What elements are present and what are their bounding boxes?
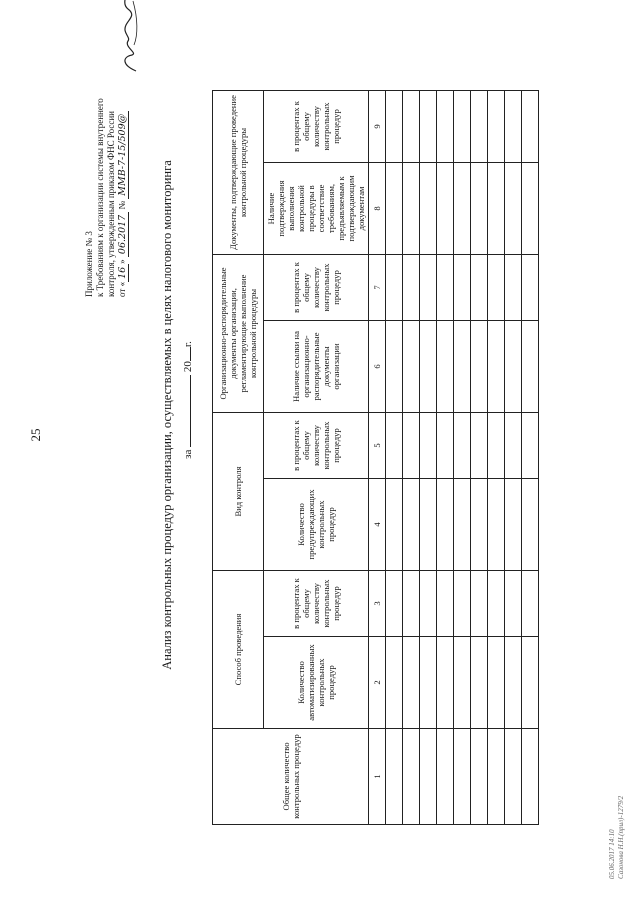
order-number-prefix: № bbox=[117, 200, 127, 210]
reporting-period bbox=[180, 250, 194, 550]
table-cell bbox=[522, 90, 539, 162]
table-cell bbox=[471, 90, 488, 162]
table-cell bbox=[454, 162, 471, 254]
print-stamp bbox=[608, 679, 626, 879]
header-total-procedures: Общее количество контрольных процедур bbox=[213, 729, 369, 825]
table-cell bbox=[454, 571, 471, 637]
handwritten-signature bbox=[118, 0, 142, 75]
table-cell bbox=[420, 162, 437, 254]
table-cell bbox=[420, 90, 437, 162]
table-cell bbox=[488, 571, 505, 637]
appendix-line-3: контроля, утвержденным приказом ФНС России bbox=[106, 111, 116, 297]
header-confirmation-percent: в процентах к общему количеству контрольных процедур bbox=[264, 90, 369, 162]
table-cell bbox=[403, 412, 420, 478]
date-month-year-handwritten: 06.2017 bbox=[117, 212, 129, 257]
header-org-doc-reference: Наличие ссылки на организационно-распорядительные документы организации bbox=[264, 320, 369, 412]
page-number: 25 bbox=[28, 428, 43, 442]
table-cell bbox=[522, 729, 539, 825]
table-cell bbox=[420, 479, 437, 571]
header-control-type: Вид контроля bbox=[213, 412, 264, 570]
table-header-row-2 bbox=[264, 90, 369, 824]
table-cell bbox=[420, 412, 437, 478]
column-number: 8 bbox=[369, 162, 386, 254]
appendix-line-1: Приложение № 3 bbox=[84, 231, 94, 297]
table-cell bbox=[403, 729, 420, 825]
table-cell bbox=[488, 254, 505, 320]
appendix-line-2: к Требованиям к организации системы внутреннего bbox=[95, 98, 105, 297]
table-row bbox=[403, 90, 420, 824]
header-automated-percent: в процентах к общему количеству контрольных процедур bbox=[264, 571, 369, 637]
header-preventive-percent: в процентах к общему количеству контрольных процедур bbox=[264, 412, 369, 478]
column-number: 5 bbox=[369, 412, 386, 478]
table-cell bbox=[471, 254, 488, 320]
table-cell bbox=[471, 729, 488, 825]
table-cell bbox=[386, 320, 403, 412]
header-confirming-documents: Документы, подтверждающие проведение контрольной процедуры bbox=[213, 90, 264, 254]
table-row bbox=[454, 90, 471, 824]
table-row bbox=[505, 90, 522, 824]
table-cell bbox=[522, 637, 539, 729]
table-cell bbox=[403, 254, 420, 320]
table-cell bbox=[505, 254, 522, 320]
period-year-blank bbox=[180, 347, 191, 361]
table-cell bbox=[386, 162, 403, 254]
table-cell bbox=[403, 90, 420, 162]
period-blank bbox=[180, 375, 191, 447]
table-cell bbox=[522, 412, 539, 478]
table-cell bbox=[437, 254, 454, 320]
column-numbers-row bbox=[369, 90, 386, 824]
table-cell bbox=[437, 729, 454, 825]
table-cell bbox=[437, 90, 454, 162]
table-cell bbox=[522, 254, 539, 320]
table-cell bbox=[522, 479, 539, 571]
table-cell bbox=[522, 162, 539, 254]
table-cell bbox=[437, 637, 454, 729]
table-cell bbox=[454, 479, 471, 571]
table-cell bbox=[437, 320, 454, 412]
stamp-line-2: Сазонова Н.Н.(прил)-1279/2 bbox=[617, 795, 625, 879]
table-cell bbox=[488, 90, 505, 162]
table-cell bbox=[488, 729, 505, 825]
column-number: 1 bbox=[369, 729, 386, 825]
column-number: 7 bbox=[369, 254, 386, 320]
table-cell bbox=[454, 729, 471, 825]
table-cell bbox=[386, 412, 403, 478]
table-cell bbox=[420, 571, 437, 637]
column-number: 3 bbox=[369, 571, 386, 637]
date-mid: » bbox=[117, 259, 127, 264]
table-cell bbox=[454, 254, 471, 320]
table-cell bbox=[403, 320, 420, 412]
table-cell bbox=[471, 637, 488, 729]
table-cell bbox=[437, 412, 454, 478]
table-cell bbox=[505, 162, 522, 254]
table-row bbox=[420, 90, 437, 824]
table-cell bbox=[454, 90, 471, 162]
table-cell bbox=[488, 320, 505, 412]
header-automated-count: Количество автоматизированных контрольных процедур bbox=[264, 637, 369, 729]
table-cell bbox=[505, 571, 522, 637]
table-cell bbox=[403, 637, 420, 729]
table-cell bbox=[522, 320, 539, 412]
table-cell bbox=[386, 90, 403, 162]
table-cell bbox=[454, 412, 471, 478]
table-cell bbox=[420, 729, 437, 825]
table-cell bbox=[420, 637, 437, 729]
table-cell bbox=[386, 729, 403, 825]
table-cell bbox=[471, 412, 488, 478]
column-number: 9 bbox=[369, 90, 386, 162]
table-cell bbox=[505, 729, 522, 825]
control-procedures-table bbox=[212, 90, 539, 825]
table-cell bbox=[437, 571, 454, 637]
table-cell bbox=[488, 479, 505, 571]
table-cell bbox=[471, 162, 488, 254]
table-cell bbox=[454, 637, 471, 729]
column-number: 2 bbox=[369, 637, 386, 729]
table-cell bbox=[471, 320, 488, 412]
header-org-doc-percent: в процентах к общему количеству контрольных процедур bbox=[264, 254, 369, 320]
table-cell bbox=[505, 320, 522, 412]
table-cell bbox=[437, 479, 454, 571]
period-suffix: г. bbox=[182, 341, 194, 348]
table-cell bbox=[505, 479, 522, 571]
table-cell bbox=[505, 637, 522, 729]
table-row bbox=[522, 90, 539, 824]
column-number: 6 bbox=[369, 320, 386, 412]
table-cell bbox=[403, 479, 420, 571]
table-cell bbox=[386, 637, 403, 729]
period-prefix: за bbox=[182, 449, 194, 459]
table-cell bbox=[488, 162, 505, 254]
table-cell bbox=[386, 254, 403, 320]
table-row bbox=[471, 90, 488, 824]
table-cell bbox=[471, 571, 488, 637]
header-method: Способ проведения bbox=[213, 571, 264, 729]
table-cell bbox=[488, 637, 505, 729]
table-row bbox=[488, 90, 505, 824]
date-prefix: от « bbox=[117, 281, 127, 297]
period-year-prefix: 20 bbox=[182, 361, 194, 373]
table-cell bbox=[386, 479, 403, 571]
table-cell bbox=[403, 162, 420, 254]
table-cell bbox=[420, 320, 437, 412]
table-body bbox=[386, 90, 539, 824]
table-cell bbox=[437, 162, 454, 254]
table-cell bbox=[403, 571, 420, 637]
table-cell bbox=[488, 412, 505, 478]
header-confirmation-presence: Наличие подтверждения выполнения контрольной процедуры в соответствие требованиям, предъявляемым к подтверждающим документам bbox=[264, 162, 369, 254]
table-cell bbox=[386, 571, 403, 637]
header-org-documents: Организационно-распорядительные документы организации, регламентирующие выполнение контрольной процедуры bbox=[213, 254, 264, 412]
table-cell bbox=[420, 254, 437, 320]
table-row bbox=[437, 90, 454, 824]
date-day-handwritten: 16 bbox=[117, 264, 129, 282]
table-cell bbox=[471, 479, 488, 571]
column-number: 4 bbox=[369, 479, 386, 571]
header-preventive-count: Количество предупреждающих контрольных процедур bbox=[264, 479, 369, 571]
table-header-row-1 bbox=[213, 90, 264, 824]
table-cell bbox=[505, 90, 522, 162]
order-number-handwritten: ММВ-7-15/509@ bbox=[117, 111, 129, 199]
table-row bbox=[386, 90, 403, 824]
document-title: Анализ контрольных процедур организации, осуществляемых в целях налогового мониторинга bbox=[160, 160, 174, 670]
table-cell bbox=[454, 320, 471, 412]
table-cell bbox=[522, 571, 539, 637]
stamp-line-1: 05.06.2017 14:10 bbox=[608, 829, 616, 879]
table-cell bbox=[505, 412, 522, 478]
